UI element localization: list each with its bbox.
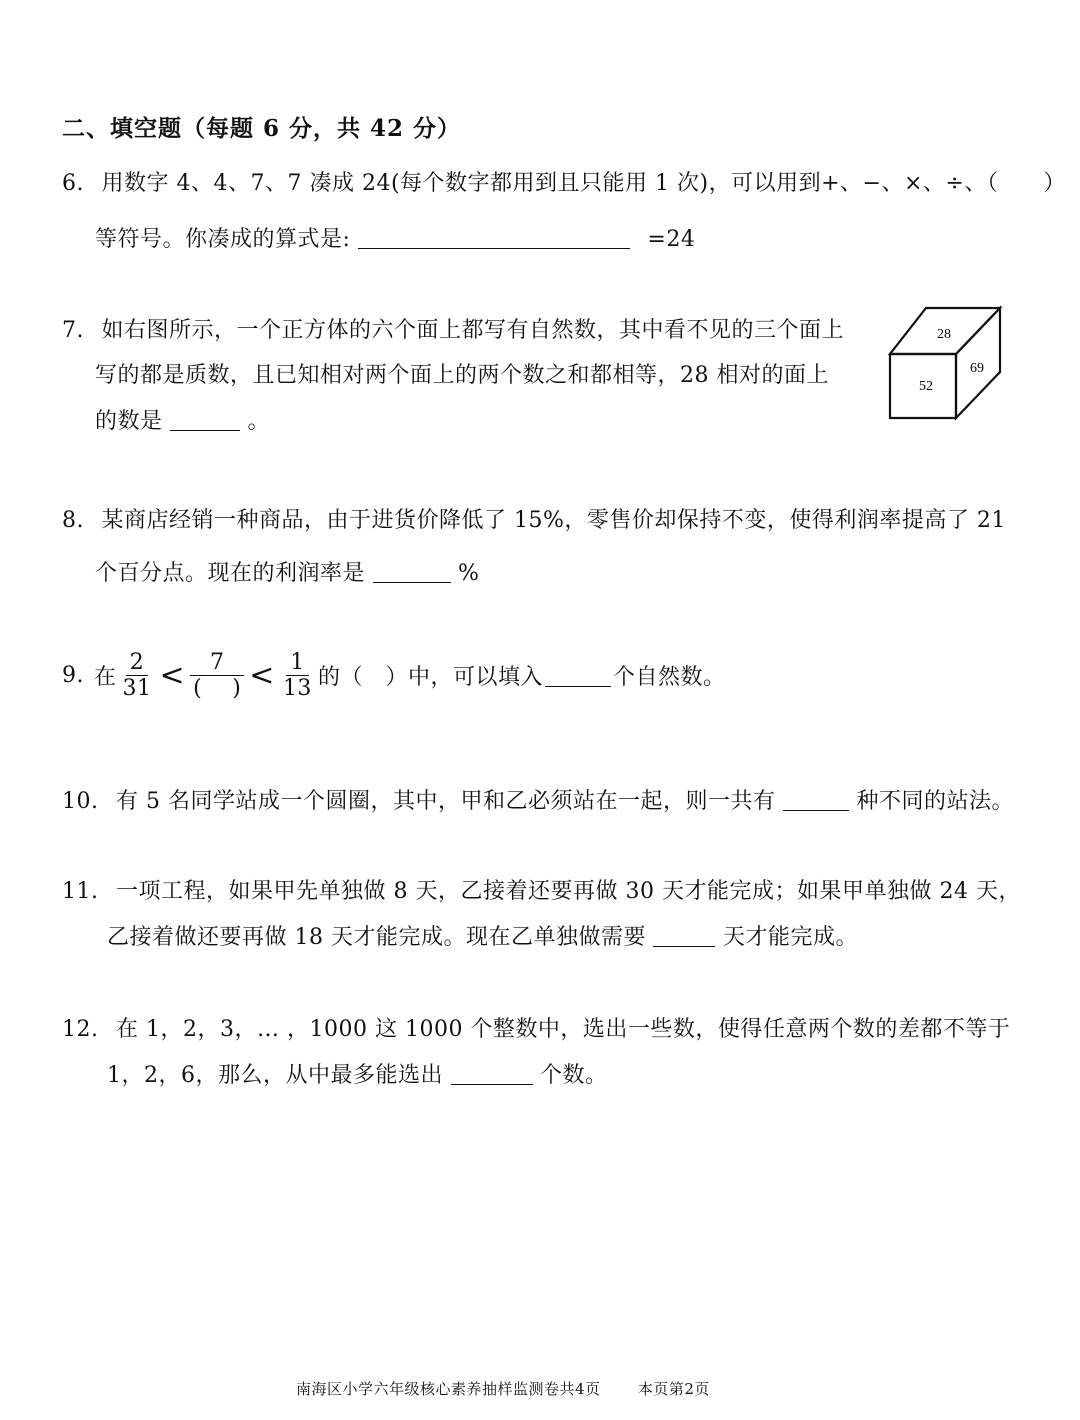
question-text: 用数字 4、4、7、7 凑成 24(每个数字都用到且只能用 1 次)，可以用到+、−、×、÷、（ ） <box>101 171 1066 196</box>
question-text: % <box>458 561 480 586</box>
question-6-line-2 <box>95 222 695 253</box>
section-title: 二、填空题（每题 6 分，共 42 分） <box>62 115 462 142</box>
question-11-line-2 <box>107 920 858 951</box>
less-than-sign: < <box>159 658 186 694</box>
question-text: 个数。 <box>540 1063 608 1088</box>
question-text: 在 <box>94 665 117 691</box>
numerator: 2 <box>126 650 149 676</box>
numerator: 7 <box>190 650 245 676</box>
answer-blank[interactable] <box>373 560 451 583</box>
answer-blank[interactable] <box>653 924 715 947</box>
question-9-line <box>62 650 725 702</box>
denominator: 31 <box>122 676 152 702</box>
fraction-2-31 <box>119 650 156 702</box>
footer-page-number: 本页第2页 <box>637 1380 710 1398</box>
denominator: 13 <box>282 676 312 702</box>
question-number: 11. <box>62 879 99 904</box>
question-text: 种不同的站法。 <box>856 789 1015 814</box>
answer-blank[interactable] <box>783 788 849 811</box>
question-text: 。 <box>247 409 271 434</box>
question-number: 10. <box>62 789 99 814</box>
denominator-blank[interactable]: ( ) <box>193 676 242 702</box>
question-7-line-3 <box>95 404 270 435</box>
question-number: 6. <box>62 171 84 196</box>
question-text: 的数是 <box>95 409 163 434</box>
question-text: 有 5 名同学站成一个圆圈，其中，甲和乙必须站在一起，则一共有 <box>116 789 776 814</box>
cube-top-number: 28 <box>937 327 951 342</box>
question-text: 在 1，2，3，… ，1000 这 1000 个整数中，选出一些数，使得任意两个数的差都不等于 <box>116 1017 1011 1042</box>
question-12-line-2 <box>107 1058 608 1089</box>
cube-front-number: 52 <box>919 379 933 394</box>
cube-figure <box>886 304 1006 424</box>
question-number: 9. <box>62 663 84 689</box>
question-7-line-2 <box>95 358 829 389</box>
answer-blank[interactable] <box>451 1062 533 1085</box>
question-11-line-1 <box>62 874 1021 905</box>
question-text: 天才能完成。 <box>722 925 858 950</box>
answer-blank[interactable] <box>170 408 240 431</box>
numerator: 1 <box>286 650 309 676</box>
page-footer <box>296 1378 710 1399</box>
question-text: 乙接着做还要再做 18 天才能完成。现在乙单独做需要 <box>107 925 646 950</box>
question-text: 一项工程，如果甲先单独做 8 天，乙接着还要再做 30 天才能完成；如果甲单独做 24 天， <box>116 879 1021 904</box>
answer-blank[interactable] <box>545 664 611 687</box>
question-number: 12. <box>62 1017 99 1042</box>
question-10-line <box>62 784 1014 815</box>
answer-blank[interactable] <box>358 226 630 249</box>
question-text: 个百分点。现在的利润率是 <box>95 561 366 586</box>
question-text: 某商店经销一种商品，由于进货价降低了 15%，零售价却保持不变，使得利润率提高了 21 <box>101 508 1006 533</box>
cube-side-number: 69 <box>970 361 984 376</box>
fraction-1-13 <box>279 650 316 702</box>
question-number: 8. <box>62 508 84 533</box>
question-text: 的（ ）中，可以填入 <box>317 665 543 691</box>
question-7-line-1 <box>62 313 844 344</box>
question-text: =24 <box>647 227 696 252</box>
question-text: 如右图所示，一个正方体的六个面上都写有自然数，其中看不见的三个面上 <box>101 318 845 343</box>
question-text: 个自然数。 <box>612 665 726 691</box>
footer-exam-info: 南海区小学六年级核心素养抽样监测卷共4页 <box>296 1380 601 1398</box>
fraction-7-blank <box>189 650 245 702</box>
question-8-line-1 <box>62 503 1006 534</box>
less-than-sign: < <box>249 658 275 694</box>
question-number: 7. <box>62 318 84 343</box>
question-6-line-1 <box>62 166 1066 197</box>
question-text: 写的都是质数，且已知相对两个面上的两个数之和都相等，28 相对的面上 <box>95 363 829 388</box>
question-8-line-2 <box>95 556 479 587</box>
question-text: 1，2，6，那么，从中最多能选出 <box>107 1063 443 1088</box>
question-text: 等符号。你凑成的算式是: <box>95 227 351 252</box>
question-12-line-1 <box>62 1012 1010 1043</box>
